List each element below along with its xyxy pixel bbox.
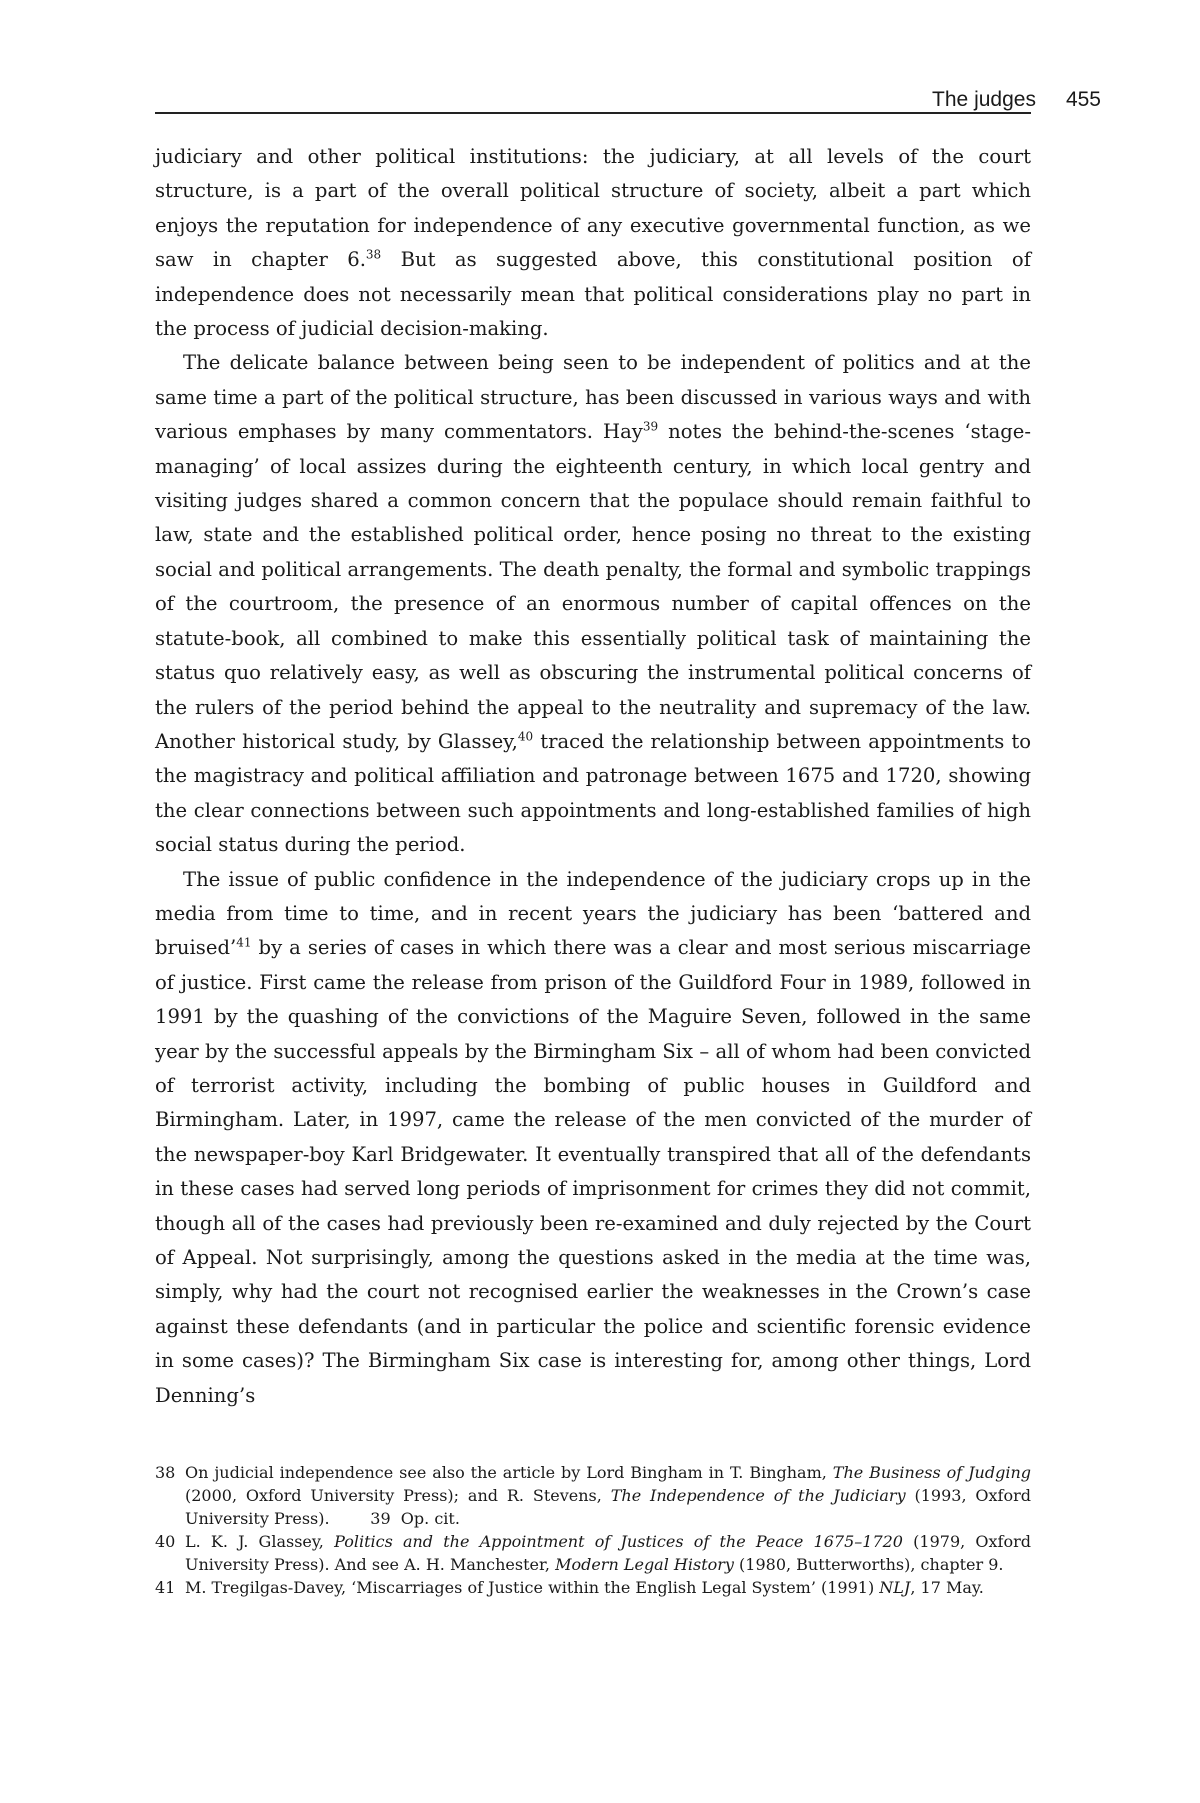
footnote-40 — [155, 1530, 1031, 1576]
paragraph-3 — [155, 863, 1031, 1414]
paragraph-3-text-a: The issue of public confidence in the independence of the judiciary crops up in the media from time to time, and in recent years the judiciary has been ‘battered and bruised’ — [155, 867, 1031, 960]
paragraph-2-text-b: notes the behind-the-scenes ‘stage-managing’ of local assizes during the eighteenth century, in which local gentry and visiting judges shared a common concern that the populace should remain faithful to law, state and the established political order, hence posing no threat to the existing social and political arrangements. The death penalty, the formal and symbolic trappings of the courtroom, the presence of an enormous number of capital offences on the statute-book, all combined to make this essentially political task of maintaining the status quo relatively easy, as well as obscuring the instrumental political concerns of the rulers of the period behind the appeal to the neutrality and supremacy of the law. Another historical study, by Glassey, — [155, 420, 1032, 753]
footnote-text — [185, 1461, 1037, 1530]
paragraph-1 — [155, 140, 1031, 346]
book-title: Politics and the Appointment of Justices of the Peace 1675–1720 — [334, 1532, 903, 1551]
paragraph-2-text-a: The delicate balance between being seen to be independent of politics and at the same time a part of the political structure, has been discussed in various ways and with various emphases by many commentators. Hay — [155, 351, 1031, 444]
footnote-number: 40 — [155, 1532, 176, 1551]
footnotes — [155, 1461, 1037, 1599]
footnote-41 — [155, 1576, 1031, 1599]
paragraph-2 — [155, 346, 1031, 862]
footnote-text — [185, 1576, 1031, 1599]
footnote-38 — [155, 1461, 1037, 1530]
footnote-part: On judicial independence see also the article by Lord Bingham in T. Bingham, — [185, 1463, 833, 1482]
book-title: Modern Legal History — [555, 1555, 734, 1574]
footnote-part: (1993, Oxford University Press). 39 Op. cit. — [185, 1486, 1037, 1528]
footnote-part: (1979, Oxford University Press). And see A. H. Manchester, — [185, 1532, 1031, 1574]
footnote-part: , 17 May. — [910, 1578, 984, 1597]
book-title: The Independence of the Judiciary — [610, 1486, 906, 1505]
note-ref-40: 40 — [517, 729, 534, 744]
footnote-part: (2000, Oxford University Press); and R. Stevens, — [185, 1486, 611, 1505]
footnote-number: 41 — [155, 1578, 176, 1597]
book-title: The Business of Judging — [832, 1463, 1031, 1482]
paragraph-3-text-b: by a series of cases in which there was a clear and most serious miscarriage of justice. First came the release from prison of the Guildford Four in 1989, followed in 1991 by the quashing of the convictions of the Maguire Seven, followed in the same year by the successful appeals by the Birmingham Six – all of whom had been convicted of terrorist activity, including the bombing of public houses in Guildford and Birmingham. Later, in 1997, came the release of the men convicted of the murder of the newspaper-boy Karl Bridgewater. It eventually transpired that all of the defendants in these cases had served long periods of imprisonment for crimes they did not commit, though all of the cases had previously been re-examined and duly rejected by the Court of Appeal. Not surprisingly, among the questions asked in the media at the time was, simply, why had the court not recognised earlier the weaknesses in the Crown’s case against these defendants (and in particular the police and scientific forensic evidence in some cases)? The Birmingham Six case is interesting for, among other things, Lord Denning’s — [155, 936, 1031, 1407]
footnote-part: L. K. J. Glassey, — [185, 1532, 335, 1551]
header-rule — [155, 112, 1031, 114]
note-ref-38: 38 — [365, 247, 382, 262]
footnote-number: 38 — [155, 1463, 176, 1482]
journal-title: NLJ — [879, 1578, 911, 1597]
paragraph-2-text-c: traced the relationship between appointments to the magistracy and political affiliation and patronage between 1675 and 1720, showing the clear connections between such appointments and long-established families of high social status during the period. — [155, 729, 1031, 857]
running-head-title: The judges — [932, 88, 1036, 111]
note-ref-41: 41 — [236, 935, 252, 950]
footnote-text — [185, 1530, 1031, 1576]
footnote-part: (1980, Butterworths), chapter 9. — [733, 1555, 1004, 1574]
paragraph-1-text-b: But as suggested above, this constitutional position of independence does not necessarily mean that political considerations play no part in the process of judicial decision-making. — [155, 248, 1031, 341]
page-number: 455 — [1065, 88, 1101, 111]
body-text — [155, 140, 1031, 1413]
footnote-part: M. Tregilgas-Davey, ‘Miscarriages of Justice within the English Legal System’ (1991) — [185, 1578, 880, 1597]
running-head — [155, 72, 1101, 112]
note-ref-39: 39 — [642, 419, 659, 434]
paragraph-1-text-a: judiciary and other political institutions: the judiciary, at all levels of the court structure, is a part of the overall political structure of society, albeit a part which enjoys the reputation for independence of any executive governmental function, as we saw in chapter 6. — [155, 145, 1031, 272]
